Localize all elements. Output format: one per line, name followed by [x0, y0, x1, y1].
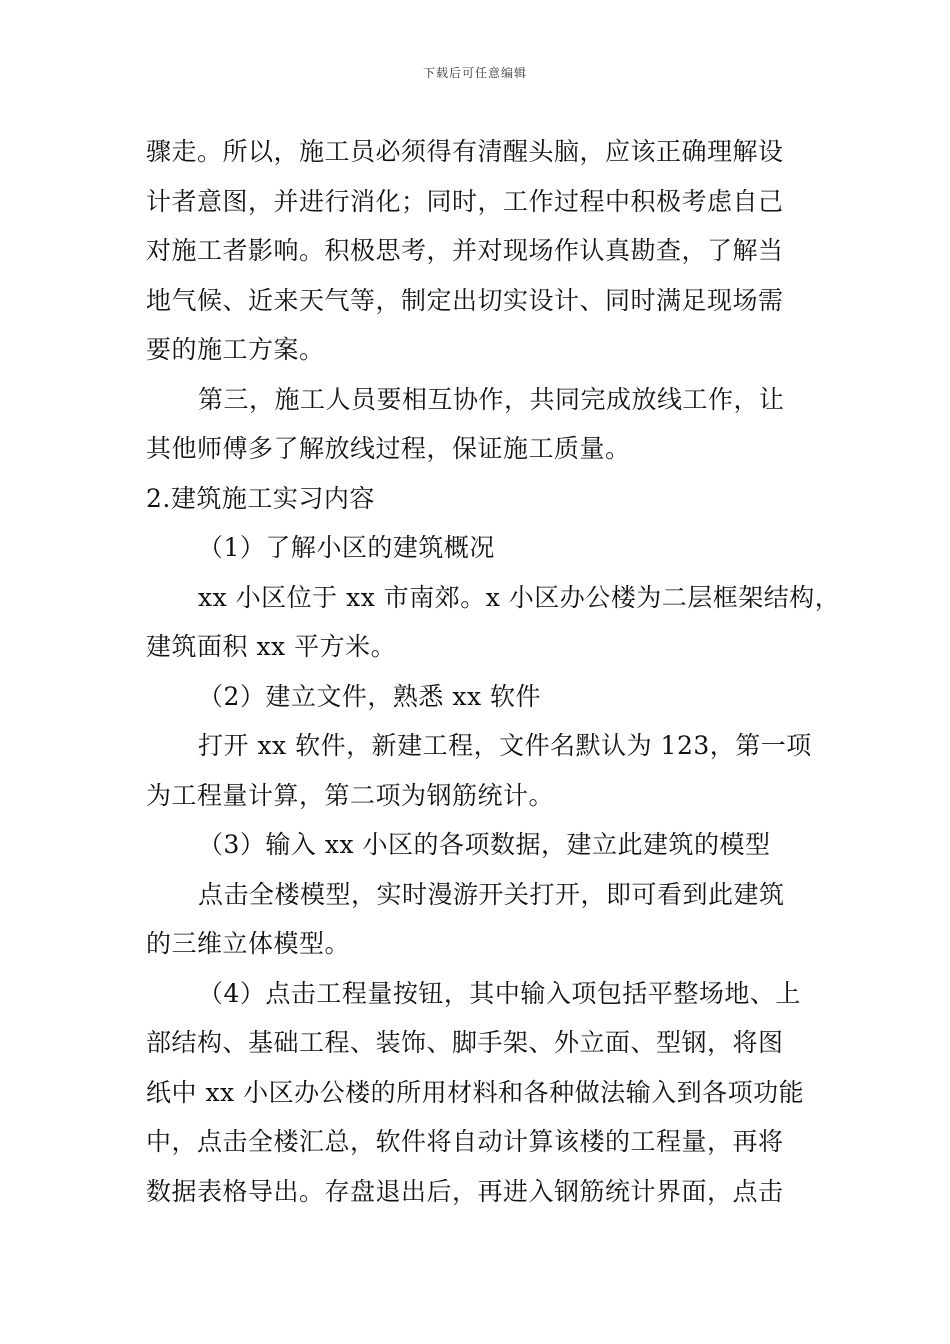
page-header: 下载后可任意编辑 — [422, 66, 527, 80]
section-heading: 2.建筑施工实习内容 — [146, 483, 375, 513]
text-line: 中，点击全楼汇总，软件将自动计算该楼的工程量，再将 — [146, 1127, 784, 1156]
subsection-heading: （3）输入 xx 小区的各项数据，建立此建筑的模型 — [198, 830, 771, 859]
text-line: 部结构、基础工程、装饰、脚手架、外立面、型钢，将图 — [146, 1028, 784, 1057]
text-line: 计者意图，并进行消化；同时，工作过程中积极考虑自己 — [146, 186, 784, 216]
text-line: 的三维立体模型。 — [146, 929, 351, 958]
text-line: 建筑面积 xx 平方米。 — [146, 632, 397, 661]
text-line: （4）点击工程量按钮，其中输入项包括平整场地、上 — [198, 978, 801, 1008]
document-body — [146, 127, 841, 1216]
text-line: 点击全楼模型，实时漫游开关打开，即可看到此建筑 — [198, 879, 785, 909]
text-line: 对施工者影响。积极思考，并对现场作认真勘查，了解当 — [146, 236, 784, 265]
text-line: 骤走。所以，施工员必须得有清醒头脑，应该正确理解设 — [146, 137, 784, 166]
text-line: 地气候、近来天气等，制定出切实设计、同时满足现场需 — [146, 285, 784, 315]
text-line: 打开 xx 软件，新建工程，文件名默认为 123，第一项 — [198, 731, 812, 760]
text-line: xx 小区位于 xx 市南郊。x 小区办公楼为二层框架结构， — [198, 582, 841, 612]
text-line: 要的施工方案。 — [146, 335, 325, 364]
text-line: 其他师傅多了解放线过程，保证施工质量。 — [146, 434, 631, 463]
subsection-heading: （2）建立文件，熟悉 xx 软件 — [198, 681, 541, 711]
text-line: 纸中 xx 小区办公楼的所用材料和各种做法输入到各项功能 — [146, 1077, 805, 1107]
text-line: 为工程量计算，第二项为钢筋统计。 — [146, 780, 555, 810]
text-line: 第三，施工人员要相互协作，共同完成放线工作，让 — [198, 384, 785, 414]
text-line: 数据表格导出。存盘退出后，再进入钢筋统计界面，点击 — [146, 1176, 784, 1206]
subsection-heading: （1）了解小区的建筑概况 — [198, 533, 495, 562]
